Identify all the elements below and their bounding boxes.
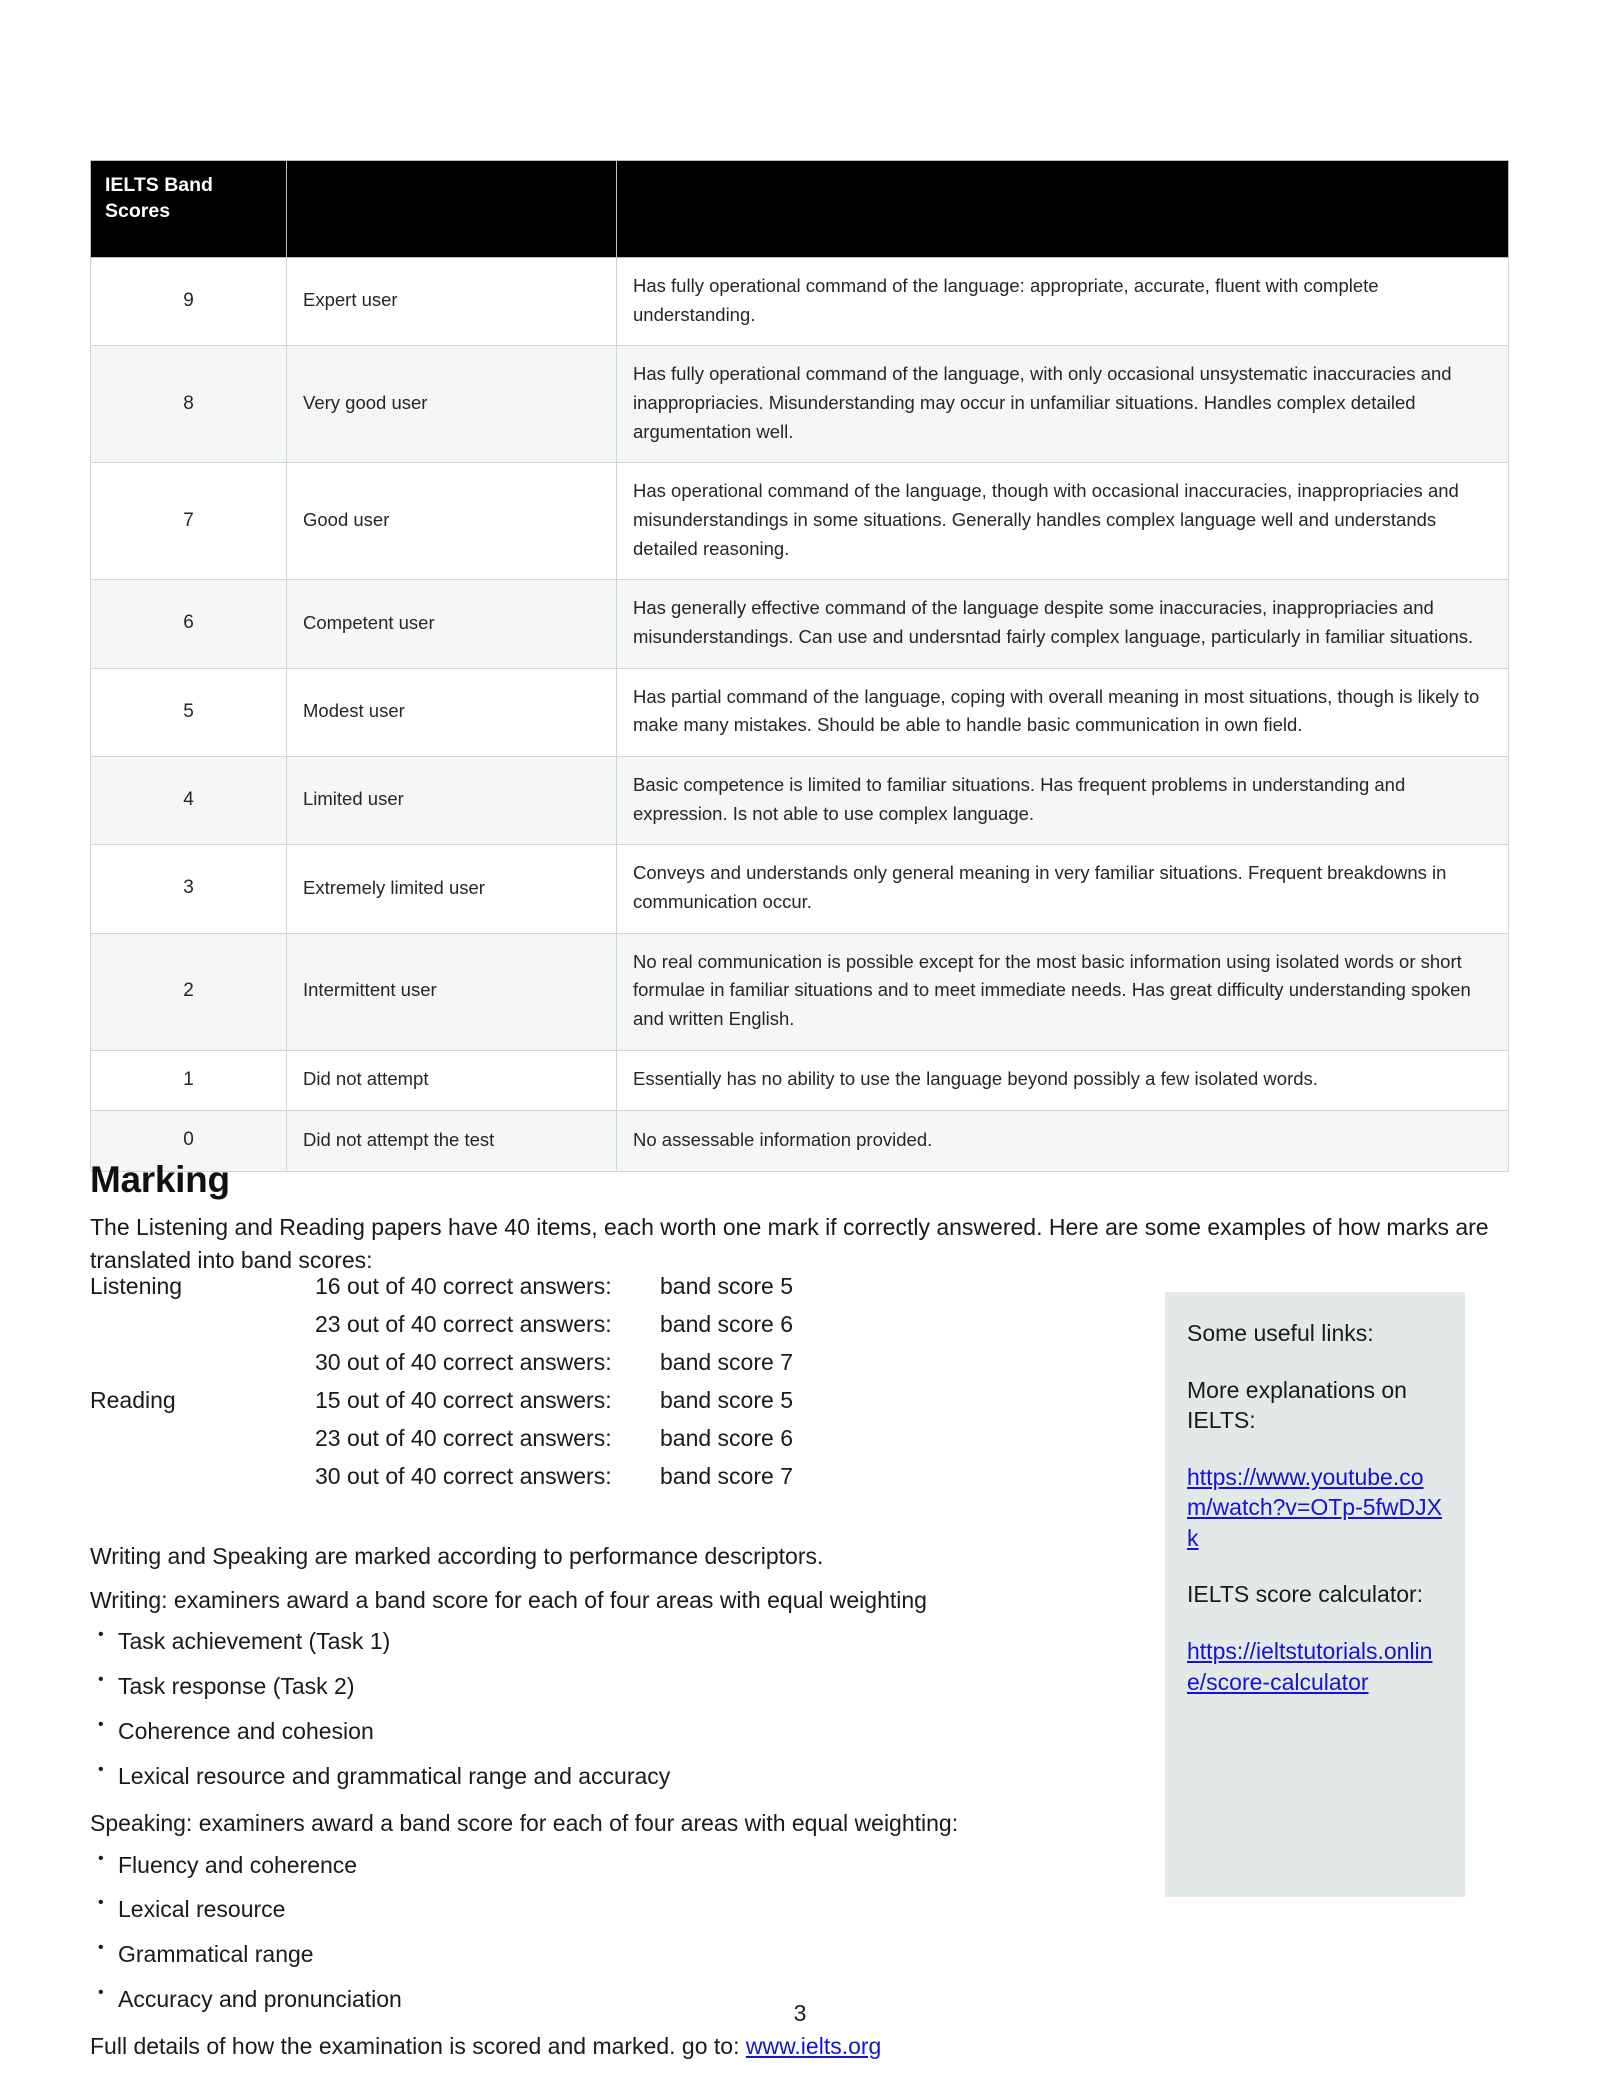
band-label: band score 6: [660, 1425, 793, 1451]
ielts-org-link[interactable]: www.ielts.org: [745, 2033, 882, 2060]
band-score-value: 7: [91, 463, 287, 580]
band-score-value: 5: [91, 668, 287, 756]
band-user-label: Modest user: [287, 668, 617, 756]
band-user-label: Extremely limited user: [287, 845, 617, 933]
band-label: band score 7: [660, 1349, 793, 1375]
list-item: • Grammatical range: [90, 1940, 1090, 1970]
band-user-label: Good user: [287, 463, 617, 580]
band-user-label: Very good user: [287, 346, 617, 463]
answers-label: 23 out of 40 correct answers:: [315, 1311, 612, 1337]
band-description: No assessable information provided.: [617, 1111, 1509, 1171]
list-item: • Lexical resource: [90, 1895, 1090, 1925]
answers-label: 23 out of 40 correct answers:: [315, 1425, 612, 1451]
more-explanations-label: More explanations on IELTS:: [1187, 1376, 1407, 1434]
skill-label: Listening: [90, 1273, 183, 1299]
band-score-value: 4: [91, 757, 287, 845]
marking-heading: Marking: [90, 1158, 230, 1200]
table-row: [91, 580, 1509, 668]
band-description: Conveys and understands only general meaning in very familiar situations. Frequent breakdowns in communication occur.: [617, 845, 1509, 933]
column-header-user-type: [287, 161, 617, 258]
band-description: Has operational command of the language, though with occasional inaccuracies, inappropriacies and misunderstandings in some situations. Generally handles complex language well and understands detailed reasoning.: [617, 463, 1509, 580]
useful-links-box: [1165, 1292, 1465, 1897]
answers-label: 16 out of 40 correct answers:: [315, 1273, 612, 1299]
page-number: 3: [793, 2000, 807, 2026]
band-label: band score 7: [660, 1463, 793, 1489]
skill-label: Reading: [90, 1387, 176, 1413]
table-row: [91, 463, 1509, 580]
marking-details-block: [90, 1540, 1090, 2076]
band-score-value: 0: [91, 1111, 287, 1171]
band-user-label: Competent user: [287, 580, 617, 668]
writing-criteria-intro: Writing: examiners award a band score for each of four areas with equal weighting: [90, 1586, 927, 1613]
band-user-label: Intermittent user: [287, 933, 617, 1050]
column-header-description: [617, 161, 1509, 258]
speaking-criteria-list: [90, 1851, 1090, 2016]
column-header-band-scores: IELTS Band Scores: [91, 161, 287, 258]
band-score-value: 1: [91, 1050, 287, 1110]
list-item: • Coherence and cohesion: [90, 1717, 1090, 1747]
band-description: Has fully operational command of the language: appropriate, accurate, fluent with complete understanding.: [617, 258, 1509, 346]
band-label: band score 5: [660, 1273, 793, 1299]
list-item: • Task achievement (Task 1): [90, 1627, 1090, 1657]
band-description: No real communication is possible except for the most basic information using isolated words or short formulae in familiar situations and to meet immediate needs. Has great difficulty understanding spoken and written English.: [617, 933, 1509, 1050]
table-body: [91, 258, 1509, 1172]
score-calculator-link[interactable]: https://ieltstutorials.online/score-calculator: [1187, 1638, 1433, 1695]
list-item: • Task response (Task 2): [90, 1672, 1090, 1702]
full-details-line: [90, 2030, 1090, 2063]
useful-links-title: Some useful links:: [1187, 1320, 1374, 1346]
band-description: Has fully operational command of the language, with only occasional unsystematic inaccuracies and inappropriacies. Misunderstanding may occur in unfamiliar situations. Handles complex detailed argumentation well.: [617, 346, 1509, 463]
band-score-value: 8: [91, 346, 287, 463]
table-row: [91, 1111, 1509, 1171]
table-row: [91, 668, 1509, 756]
answers-label: 15 out of 40 correct answers:: [315, 1387, 612, 1413]
band-label: band score 5: [660, 1387, 793, 1413]
score-mapping-row: [90, 1348, 990, 1386]
table-row: [91, 258, 1509, 346]
performance-descriptors-note: Writing and Speaking are marked according to performance descriptors.: [90, 1543, 824, 1569]
marking-intro-paragraph: The Listening and Reading papers have 40 items, each worth one mark if correctly answered. Here are some examples of how marks are translated into band scores:: [90, 1214, 1489, 1273]
answers-label: 30 out of 40 correct answers:: [315, 1349, 612, 1375]
band-user-label: Did not attempt: [287, 1050, 617, 1110]
band-description: Has generally effective command of the language despite some inaccuracies, inappropriacies and misunderstandings. Can use and undersntad fairly complex language, particularly in familiar situations.: [617, 580, 1509, 668]
full-details-text: Full details of how the examination is scored and marked. go to:: [90, 2033, 746, 2060]
band-description: Has partial command of the language, coping with overall meaning in most situations, though is likely to make many mistakes. Should be able to handle basic communication in own field.: [617, 668, 1509, 756]
band-score-value: 6: [91, 580, 287, 668]
band-description: Basic competence is limited to familiar situations. Has frequent problems in understanding and expression. Is not able to use complex language.: [617, 757, 1509, 845]
score-mapping-row: [90, 1310, 990, 1348]
score-mapping-row: [90, 1462, 990, 1500]
band-score-value: 9: [91, 258, 287, 346]
writing-criteria-list: [90, 1627, 1090, 1792]
table-row: [91, 757, 1509, 845]
list-item: • Fluency and coherence: [90, 1851, 1090, 1881]
score-mapping-row: [90, 1386, 990, 1424]
list-item: • Lexical resource and grammatical range and accuracy: [90, 1762, 1090, 1792]
table-header-row: [91, 161, 1509, 258]
score-mapping-row: [90, 1424, 990, 1462]
band-description: Essentially has no ability to use the language beyond possibly a few isolated words.: [617, 1050, 1509, 1110]
speaking-criteria-intro: Speaking: examiners award a band score for each of four areas with equal weighting:: [90, 1809, 959, 1836]
band-score-value: 3: [91, 845, 287, 933]
youtube-link[interactable]: https://www.youtube.com/watch?v=OTp-5fwDJXk: [1187, 1463, 1442, 1551]
answers-label: 30 out of 40 correct answers:: [315, 1463, 612, 1489]
table-row: [91, 845, 1509, 933]
list-item: • Accuracy and pronunciation: [90, 1985, 1090, 2015]
table-row: [91, 1050, 1509, 1110]
ielts-band-scores-table: [90, 160, 1509, 1172]
table-row: [91, 933, 1509, 1050]
band-label: band score 6: [660, 1311, 793, 1337]
table-head: [91, 161, 1509, 258]
band-score-value: 2: [91, 933, 287, 1050]
score-calculator-label: IELTS score calculator:: [1187, 1581, 1424, 1608]
band-user-label: Expert user: [287, 258, 617, 346]
score-mapping-row: [90, 1272, 990, 1310]
score-mapping-list: [90, 1272, 990, 1500]
band-user-label: Limited user: [287, 757, 617, 845]
band-user-label: Did not attempt the test: [287, 1111, 617, 1171]
table-row: [91, 346, 1509, 463]
